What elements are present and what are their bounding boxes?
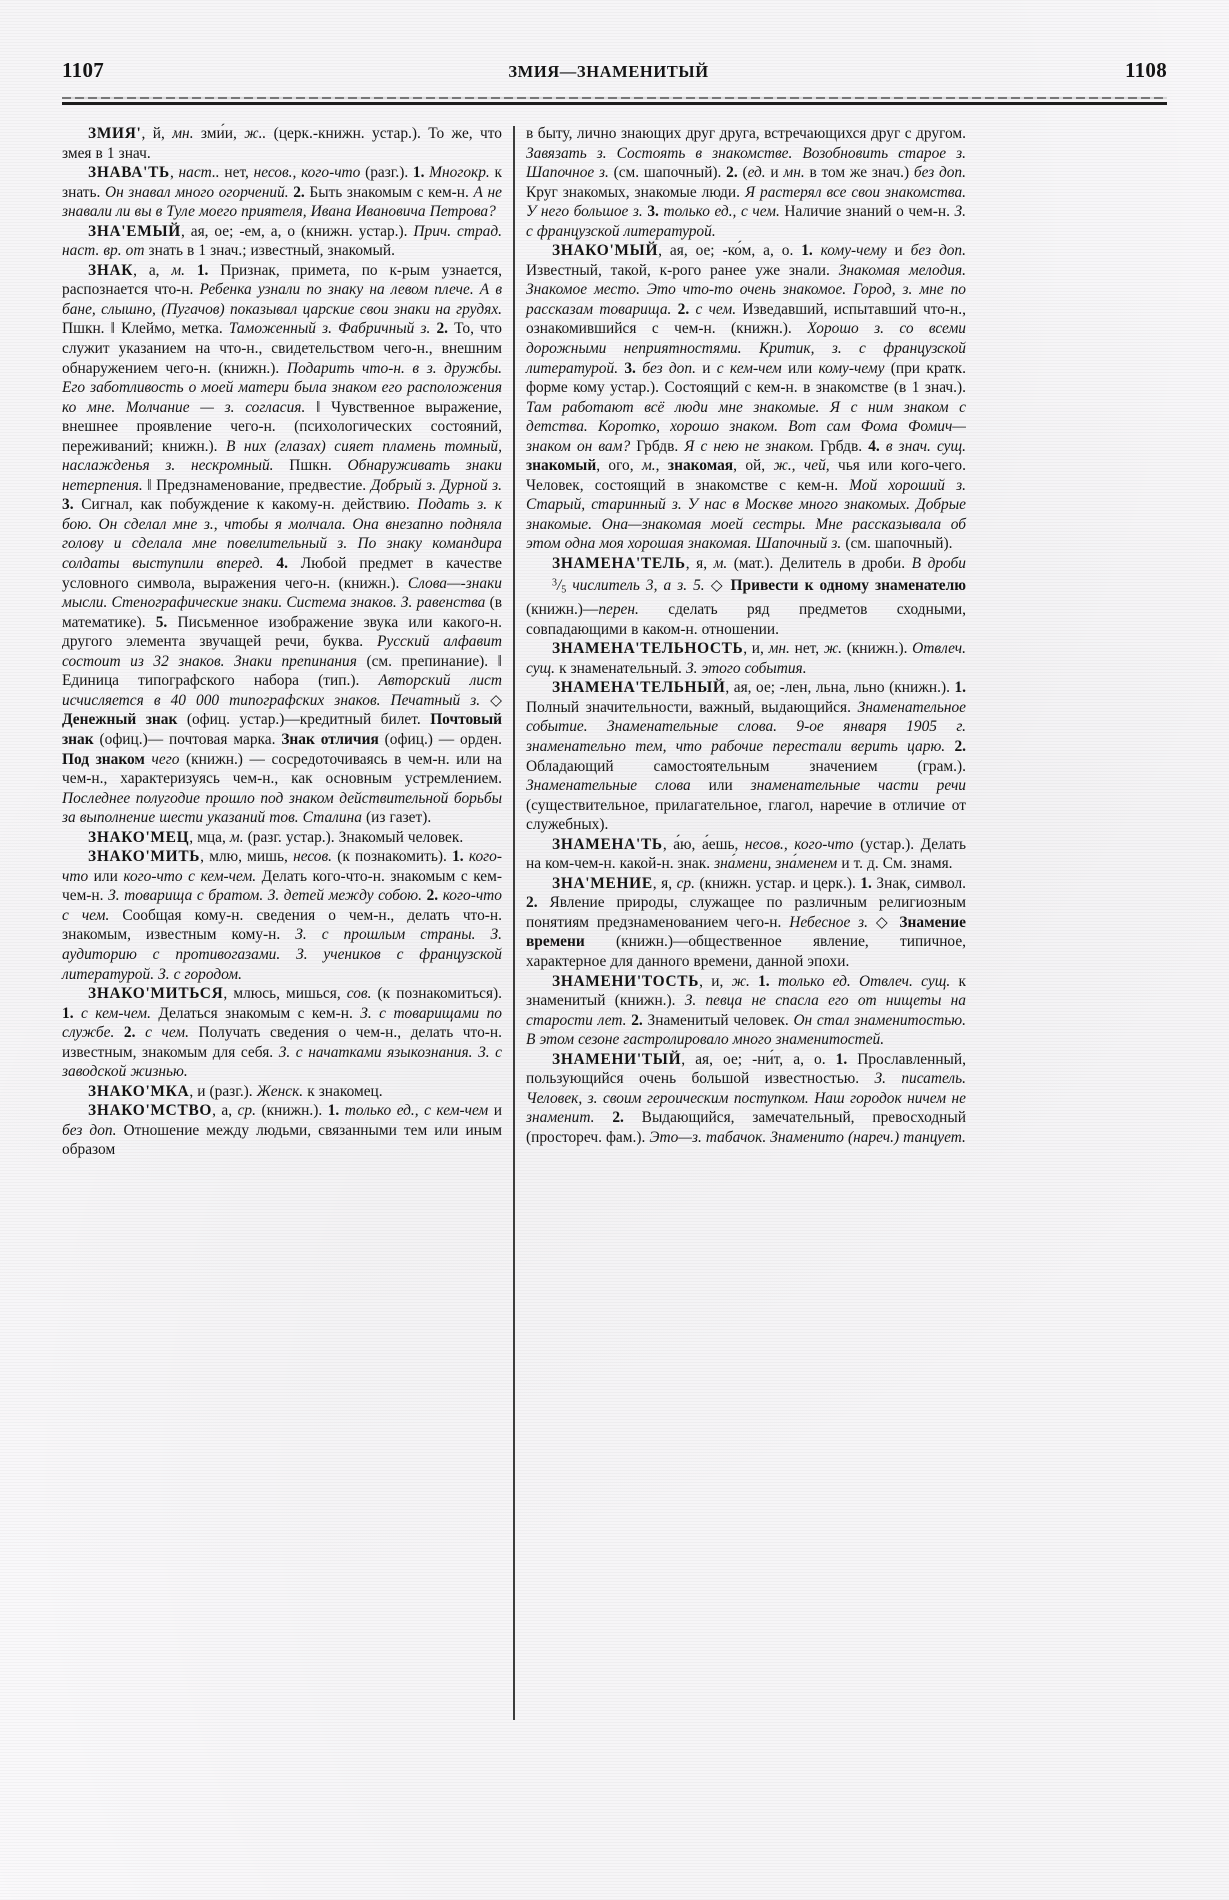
dictionary-entry (62, 124, 502, 163)
column-right (526, 124, 966, 1804)
entry-definition: , я, м. (мат.). Делитель в дроби. В дроби $^3/_5$ числитель 3, а з. 5. ◇ Привести к одному знаменателю (книжн.)—перен. сделать ряд предметов сходными, совпадающими в каком-н. отношении. (526, 555, 966, 638)
running-head (62, 58, 1167, 94)
entry-definition: в быту, лично знающих друг друга, встречающихся друг с другом. Завязать з. Состоять в знакомстве. Возобновить старое з. Шапочное з. (см. шапочный). 2. (ед. и мн. в том же знач.) без доп. Круг знакомых, знакомые люди. Я растерял все свои знакомства. У него большое з. 3. только ед., с чем. Наличие знаний о чем-н. З. с французской литературой. (526, 125, 966, 240)
entry-definition: , и, ж. 1. только ед. Отвлеч. сущ. к знаменитый (книжн.). З. певца не спасла его от нищеты на старости лет. 2. Знаменитый человек. Он стал знаменитостью. В этом сезоне гастролировало много знаменитостей. (526, 972, 966, 1049)
entry-headword: ЗНАМЕНА'ТЕЛЬНЫЙ (552, 679, 726, 697)
entry-definition: , мца, м. (разг. устар.). Знакомый человек. (189, 828, 464, 846)
dictionary-entry (62, 163, 502, 222)
header-rule-solid (62, 102, 1167, 105)
dictionary-entry (62, 847, 502, 984)
entry-definition: , и, мн. нет, ж. (книжн.). Отвлеч. сущ. к знаменательный. З. этого события. (526, 640, 966, 677)
column-left (62, 124, 502, 1804)
dictionary-entry (526, 678, 966, 834)
entry-definition: , а, м. 1. Признак, примета, по к-рым узнается, распознается что-н. Ребенка узнали по знаку на левом плече. А в бане, слышно, (Пугачов) показывал царские свои знаки на грудях. Пшкн. ‖ Клеймо, метка. Таможенный з. Фабричный з. 2. То, что служит указанием на что-н., свидетельством чего-н., внешним обнаружением чего-н. (книжн.). Подарить что-н. в з. дружбы. Его заботливость о моей матери была знаком его расположения ко мне. Молчание — з. согласия. ‖ Чувственное выражение, внешнее проявление чего-н. (психологических состояний, переживаний; книжн.). В них (глазах) сияет пламень томный, наслажденья з. нескромный. Пшкн. Обнаруживать знаки нетерпения. ‖ Предзнаменование, предвестие. Добрый з. Дурной з. 3. Сигнал, как побуждение к какому-н. действию. Подать з. к бою. Он сделал мне з., чтобы я молчала. Она внезапно подняла голову и сделала мне повелительный з. По знаку командира солдаты выступили вперед. 4. Любой предмет в качестве условного символа, выражения чего-н. (книжн.). Слова—-знаки мысли. Стенографические знаки. Система знаков. З. равенства (в математике). 5. Письменное изображение звука или какого-н. другого элемента звучащей речи, буква. Русский алфавит состоит из 32 знаков. Знаки препинания (см. препинание). ‖ Единица типографского набора (тип.). Авторский лист исчисляется в 40 000 типографских знаков. Печатный з. ◇ Денежный знак (офиц. устар.)—кредитный билет. Почтовый знак (офиц.)— почтовая марка. Знак отличия (офиц.) — орден. Под знаком чего (книжн.) — сосредоточиваясь в чем-н. или на чем-н., характеризуясь чем-н., как основным устремлением. Последнее полугодие прошло под знаком действительной борьбы за выполнение шести указаний тов. Сталина (из газет). (62, 261, 503, 827)
entry-headword: ЗНАКО'МЕЦ (88, 828, 190, 846)
entry-definition: , ая, ое; -ко́м, а, о. 1. кому-чему и без доп. Известный, такой, к-рого ранее уже знали. Знакомая мелодия. Знакомое место. Это что-то очень знакомое. Город, з. мне по рассказам товарища. 2. с чем. Изведавший, испытавший что-н., ознакомившийся с чем-н. (книжн.). Хорошо з. со всеми дорожными неприятностями. Критик, з. с французской литературой. 3. без доп. и с кем-чем или кому-чему (при кратк. форме кому устар.). Состоящий с кем-н. в знакомстве (в 1 знач.). Там работают всё люди мне знакомые. Я с ним знаком с детства. Коротко, хорошо знаком. Вот сам Фома Фомич—знаком он вам? Грбдв. Я с нею не знаком. Грбдв. 4. в знач. сущ. знакомый, ого, м., знакомая, ой, ж., чей, чья или кого-чего. Человек, состоящий в знакомстве с кем-н. Мой хороший з. Старый, старинный з. У нас в Москве много знакомых. Добрые знакомые. Она—знакомая моей сестры. Мне рассказывала об этом одна моя хорошая знакомая. Шапочный з. (см. шапочный). (526, 242, 967, 553)
dictionary-entry (62, 828, 502, 848)
entry-definition: , млю, мишь, несов. (к познакомить). 1. кого-что или кого-что с кем-чем. Делать кого-что-н. знакомым с кем-чем-н. З. товарища с братом. З. детей между собою. 2. кого-что с чем. Сообщая кому-н. сведения о чем-н., делать что-н. знакомым, известным кому-н. З. с прошлым страны. З. аудиторию с противогазами. З. учеников с французской литературой. З. с городом. (62, 848, 503, 983)
dictionary-entry (62, 261, 502, 828)
dictionary-entry (526, 639, 966, 678)
header-rule-dashed (62, 97, 1167, 99)
entry-headword: ЗНАКО'МКА (88, 1082, 190, 1100)
column-divider (513, 126, 515, 1720)
entry-headword: ЗНА'ЕМЫЙ (88, 222, 181, 240)
header-rule (62, 96, 1167, 108)
entry-headword: ЗНА'МЕНИЕ (552, 874, 653, 892)
entry-headword: ЗМИЯ' (88, 125, 142, 142)
entry-headword: ЗНАКО'МИТЬ (88, 848, 201, 866)
entry-headword: ЗНАКО'МИТЬСЯ (88, 985, 224, 1003)
entry-definition: , я, ср. (книжн. устар. и церк.). 1. Знак, символ. 2. Явление природы, служащее по различным религиозным понятиям предзнаменованием чего-н. Небесное з. ◇ Знамение времени (книжн.)—общественное явление, типичное, характерное для данного времени, данной эпохи. (526, 874, 966, 970)
dictionary-entry (62, 1082, 502, 1102)
entry-headword: ЗНАВА'ТЬ (88, 164, 170, 182)
page-sheet (62, 58, 1167, 1818)
entry-definition: , й, мн. зми́и, ж.. (церк.-книжн. устар.). То же, что змея в 1 знач. (62, 125, 502, 162)
dictionary-entry (526, 1050, 966, 1148)
entry-definition: , ая, ое; -ни́т, а, о. 1. Прославленный, пользующийся очень большой известностью. З. писатель. Человек, з. своим героическим поступком. Наш городок ничем не знаменит. 2. Выдающийся, замечательный, превосходный (простореч. фам.). Это—з. табачок. Знаменито (нареч.) танцует. (526, 1050, 966, 1146)
entry-headword: ЗНАМЕНА'ТЬ (552, 835, 663, 853)
entry-headword: ЗНАКО'МСТВО (88, 1102, 213, 1120)
dictionary-entry (526, 554, 966, 639)
folio-left: 1107 (62, 58, 105, 82)
entry-definition: , млюсь, мишься, сов. (к познакомиться). 1. с кем-чем. Делаться знакомым с кем-н. З. с товарищами по службе. 2. с чем. Получать сведения о чем-н., делать что-н. известным, знакомым для себя. З. с начатками языкознания. З. с заводской жизнью. (62, 985, 503, 1081)
entry-definition: , ая, ое; -ем, а, о (книжн. устар.). Прич. страд. наст. вр. от знать в 1 знач.; известный, знакомый. (62, 222, 502, 260)
entry-headword: ЗНАМЕНИ'ТОСТЬ (552, 972, 700, 990)
entry-definition: , наст.. нет, несов., кого-что (разг.). 1. Многокр. к знать. Он знавал много огорчений. 2. Быть знакомым с кем-н. А не знавали ли вы в Туле моего приятеля, Ивана Ивановича Петрова? (62, 164, 502, 221)
entry-definition: , а́ю, а́ешь, несов., кого-что (устар.). Делать на ком-чем-н. какой-н. знак. зна́мени, зна́менем и т. д. См. знамя. (526, 835, 966, 873)
entry-definition: , ая, ое; -лен, льна, льно (книжн.). 1. Полный значительности, важный, выдающийся. Знаменательное событие. Знаменательные слова. 9-ое января 1905 г. знаменательно тем, что рабочие перестали верить царю. 2. Обладающий самостоятельным значением (грам.). Знаменательные слова или знаменательные части речи (существительное, прилагательное, глагол, наречие в отличие от служебных). (526, 679, 966, 834)
dictionary-entry (526, 124, 966, 241)
entry-definition: , а, ср. (книжн.). 1. только ед., с кем-чем и без доп. Отношение между людьми, связанными тем или иным образом (62, 1102, 502, 1159)
entry-headword: ЗНАМЕНИ'ТЫЙ (552, 1050, 682, 1068)
dictionary-entry (526, 874, 966, 972)
running-title: ЗМИЯ—ЗНАМЕНИТЫЙ (508, 62, 709, 81)
entry-headword: ЗНАКО'МЫЙ (552, 242, 659, 260)
entry-headword: ЗНАК (88, 261, 134, 279)
dictionary-entry (62, 1101, 502, 1160)
column-gutter (502, 124, 526, 1804)
dictionary-entry (526, 972, 966, 1050)
dictionary-entry (526, 241, 966, 554)
text-columns (62, 124, 1167, 1804)
dictionary-entry (526, 835, 966, 874)
dictionary-entry (62, 222, 502, 261)
entry-definition: , и (разг.). Женск. к знакомец. (189, 1082, 383, 1100)
entry-headword: ЗНАМЕНА'ТЕЛЬНОСТЬ (552, 640, 744, 658)
dictionary-entry (62, 984, 502, 1082)
folio-right: 1108 (1124, 58, 1167, 82)
entry-headword: ЗНАМЕНА'ТЕЛЬ (552, 555, 686, 573)
